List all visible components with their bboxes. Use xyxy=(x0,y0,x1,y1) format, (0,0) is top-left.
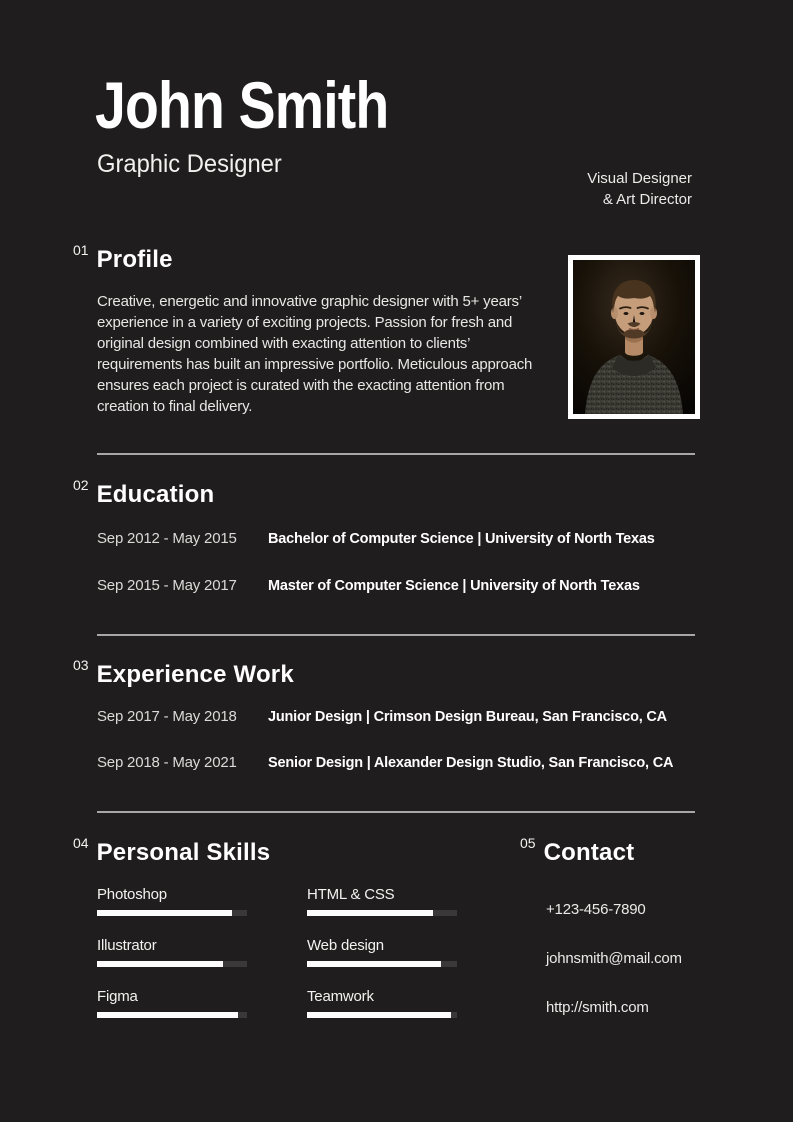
skill-bar-track xyxy=(307,961,457,967)
section-divider xyxy=(97,634,695,636)
section-title: Education xyxy=(96,481,215,508)
section-number: 02 xyxy=(73,477,89,493)
header-tagline xyxy=(587,168,692,210)
experience-date: Sep 2018 - May 2021 xyxy=(97,754,237,771)
person-job-title: Graphic Designer xyxy=(97,150,282,178)
section-divider xyxy=(97,811,695,813)
skill-bar-track xyxy=(97,1012,247,1018)
section-number: 01 xyxy=(73,242,89,258)
skill-item xyxy=(307,886,457,937)
section-number: 04 xyxy=(73,835,89,851)
skill-name: Illustrator xyxy=(97,937,157,954)
portrait-illustration xyxy=(573,260,695,414)
skill-name: Teamwork xyxy=(307,988,374,1005)
experience-date: Sep 2017 - May 2018 xyxy=(97,708,237,725)
skill-bar-fill xyxy=(307,961,441,967)
experience-row xyxy=(97,708,673,725)
skill-name: Figma xyxy=(97,988,138,1005)
education-date: Sep 2015 - May 2017 xyxy=(97,577,237,594)
skill-name: HTML & CSS xyxy=(307,886,395,903)
contact-website: http://smith.com xyxy=(546,999,649,1016)
skill-bar-fill xyxy=(307,1012,451,1018)
education-row xyxy=(97,530,655,547)
profile-photo xyxy=(568,255,700,419)
skills-grid xyxy=(97,886,457,1039)
skill-bar-track xyxy=(97,961,247,967)
skill-item xyxy=(307,988,457,1039)
section-heading-education xyxy=(73,477,215,508)
skill-bar-fill xyxy=(97,961,223,967)
contact-phone: +123-456-7890 xyxy=(546,901,646,918)
section-divider xyxy=(97,453,695,455)
skill-item xyxy=(97,937,247,988)
section-title: Experience Work xyxy=(96,661,294,688)
section-heading-profile xyxy=(73,242,173,273)
section-number: 03 xyxy=(73,657,89,673)
section-heading-experience xyxy=(73,657,294,688)
skill-bar-track xyxy=(97,910,247,916)
contact-list xyxy=(546,901,682,1048)
contact-email: johnsmith@mail.com xyxy=(546,950,682,967)
experience-description: Senior Design | Alexander Design Studio, San Francisco, CA xyxy=(268,755,674,771)
skill-item xyxy=(307,937,457,988)
skill-bar-fill xyxy=(97,910,232,916)
profile-summary-text: Creative, energetic and innovative graphic designer with 5+ years’ experience in a variety of exciting projects. Passion for fresh and original design combined with exacting attention to clients’ requirements has built an impressive portfolio. Meticulous approach ensures each project is curated with the exacting attention from creation to final delivery. xyxy=(97,293,533,415)
section-number: 05 xyxy=(520,835,536,851)
education-description: Bachelor of Computer Science | University of North Texas xyxy=(268,531,655,547)
education-date: Sep 2012 - May 2015 xyxy=(97,530,237,547)
tagline-line-2: & Art Director xyxy=(602,191,692,208)
section-title: Personal Skills xyxy=(96,839,271,866)
section-heading-skills xyxy=(73,835,271,866)
section-title: Profile xyxy=(96,246,173,273)
skill-bar-fill xyxy=(97,1012,238,1018)
skill-bar-fill xyxy=(307,910,433,916)
skill-name: Web design xyxy=(307,937,384,954)
education-description: Master of Computer Science | University of North Texas xyxy=(268,578,640,594)
experience-row xyxy=(97,754,673,771)
education-row xyxy=(97,577,655,594)
skill-item xyxy=(97,886,247,937)
skill-name: Photoshop xyxy=(97,886,167,903)
section-title: Contact xyxy=(543,839,635,866)
person-name: John Smith xyxy=(95,68,389,142)
skill-bar-track xyxy=(307,910,457,916)
section-heading-contact xyxy=(520,835,635,866)
experience-list xyxy=(97,708,673,800)
skill-item xyxy=(97,988,247,1039)
experience-description: Junior Design | Crimson Design Bureau, San Francisco, CA xyxy=(268,709,667,725)
education-list xyxy=(97,530,655,624)
tagline-line-1: Visual Designer xyxy=(587,170,692,187)
skill-bar-track xyxy=(307,1012,457,1018)
